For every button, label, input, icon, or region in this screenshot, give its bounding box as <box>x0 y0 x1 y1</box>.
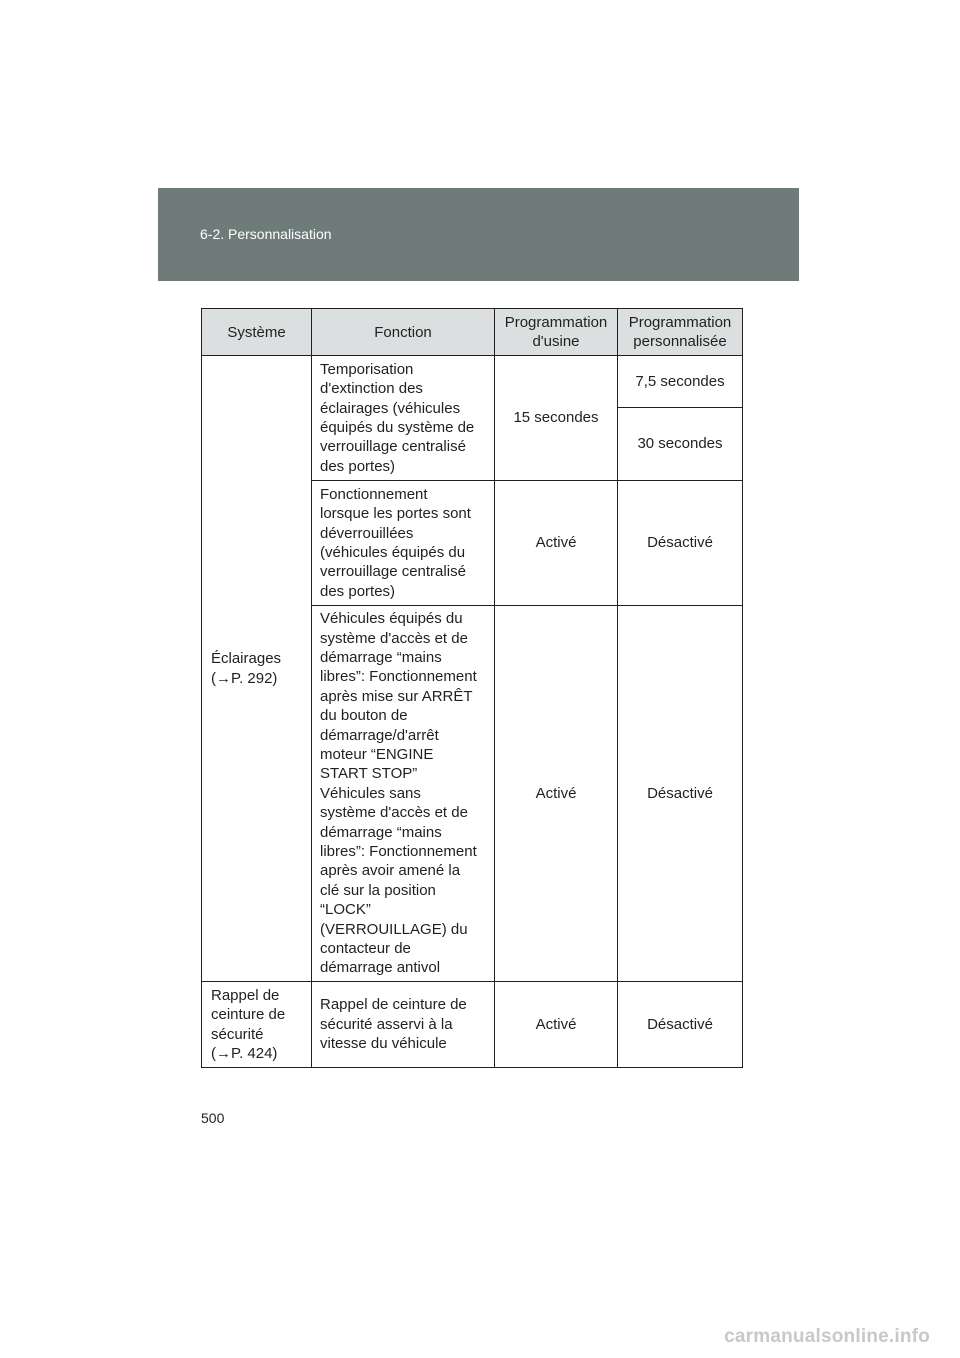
table-header-row <box>202 309 743 356</box>
table-row <box>202 356 743 408</box>
system-cell-seatbelt: Rappel de ceinture de sécurité (→P. 424) <box>202 982 312 1068</box>
function-cell: Rappel de ceinture de sécurité asservi à la vitesse du véhicule <box>312 982 495 1068</box>
function-cell: Temporisation d'extinction des éclairages (véhicules équipés du système de verrouillage centralisé des portes) <box>312 356 495 481</box>
factory-setting-cell: Activé <box>495 982 618 1068</box>
custom-setting-cell: 30 secondes <box>618 408 743 481</box>
function-cell: Fonctionnement lorsque les portes sont déverrouillées (véhicules équipés du verrouillage centralisé des portes) <box>312 481 495 606</box>
section-header-band <box>158 188 799 281</box>
section-title: 6-2. Personnalisation <box>200 226 332 242</box>
column-header-system: Système <box>202 309 312 356</box>
factory-setting-cell: Activé <box>495 481 618 606</box>
custom-setting-cell: Désactivé <box>618 606 743 982</box>
customization-table <box>201 308 743 1068</box>
factory-setting-cell: 15 secondes <box>495 356 618 481</box>
function-cell: Véhicules équipés du système d'accès et de démarrage “mains libres”: Fonctionnement après mise sur ARRÊT du bouton de démarrage/d'arrêt moteur “ENGINE START STOP” Véhicules sans système d'accès et de démarrage “mains libres”: Fonctionnement après avoir amené la clé sur la position “LOCK” (VERROUILLAGE) du contacteur de démarrage antivol <box>312 606 495 982</box>
factory-setting-cell: Activé <box>495 606 618 982</box>
column-header-factory-setting: Programmation d'usine <box>495 309 618 356</box>
custom-setting-cell: Désactivé <box>618 982 743 1068</box>
page-number: 500 <box>201 1110 225 1126</box>
column-header-custom-setting: Programmation personnalisée <box>618 309 743 356</box>
custom-setting-cell: 7,5 secondes <box>618 356 743 408</box>
column-header-function: Fonction <box>312 309 495 356</box>
table-row <box>202 982 743 1068</box>
system-cell-lights: Éclairages (→P. 292) <box>202 356 312 982</box>
custom-setting-cell: Désactivé <box>618 481 743 606</box>
watermark: carmanualsonline.info <box>724 1326 930 1347</box>
